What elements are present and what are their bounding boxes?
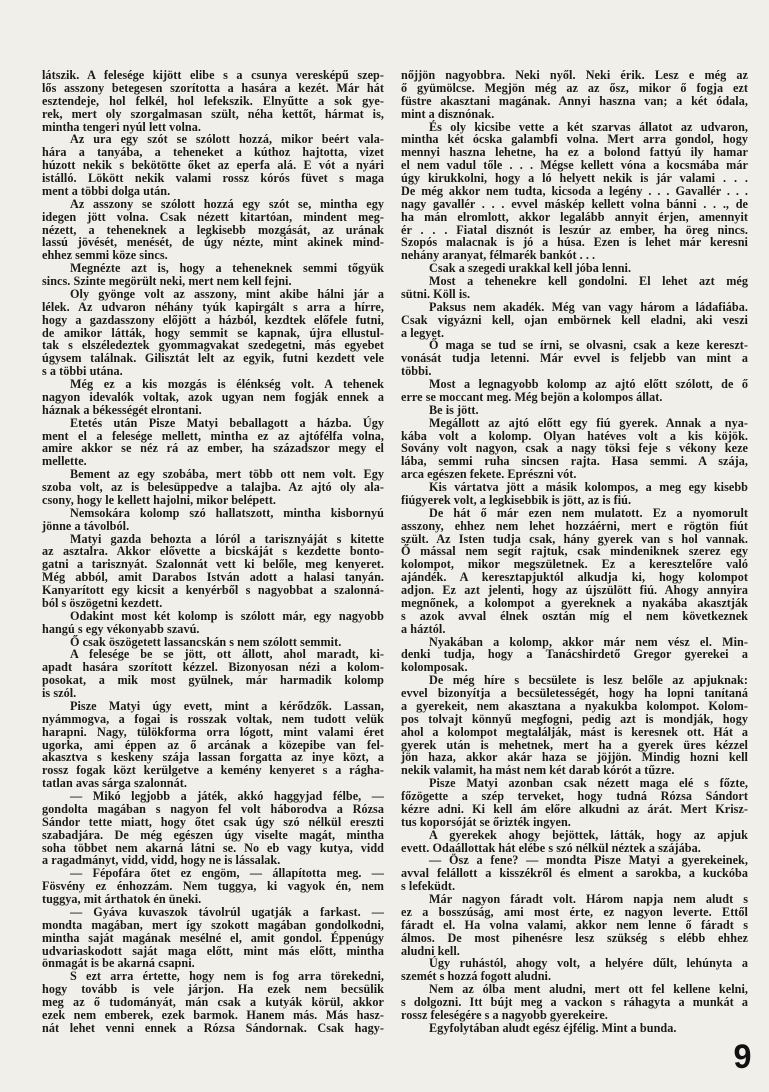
- text-line: esztendeje, hol felkél, hol lefekszik. Elnyűtte a sok gye-: [42, 93, 384, 108]
- text-line: mintha saját magának mesélné el, amit gondol. Éppenúgy: [42, 930, 384, 945]
- text-line: rek, mert oly szorgalmasan szült, néha kettőt, hármat is,: [42, 106, 384, 121]
- paragraph: [42, 262, 384, 288]
- text-line: nyámmogva, a fogai is rosszak voltak, nem tudott velük: [42, 711, 384, 726]
- text-line: S ezt arra értette, hogy nem is fog arra törekedni,: [70, 969, 384, 984]
- text-line: akasztva s keskeny szája lassan forgatta az inye közt, a: [42, 750, 384, 765]
- text-line: megnőnek, a kolompot a gyereknek a nyakába akasztják: [401, 595, 748, 610]
- text-line: pos tolvajt könnyű megfogni, pedig azt is mondják, hogy: [401, 711, 748, 726]
- page-number: 9: [733, 1038, 752, 1076]
- text-line: ő gyümölcse. Megjön még az az ősz, mikor ő fogja ezt: [401, 80, 748, 95]
- text-line: Még abból, amit Darabos István adott a halasi tanyán.: [42, 570, 384, 585]
- text-line: Ő mással nem segít rajtuk, csak mindeniknek szerez egy: [401, 544, 748, 559]
- text-line: szemét s hozzá fogott aludni.: [401, 969, 552, 984]
- text-line: mintha két ócska galambfi volna. Mert arra gondol, hogy: [401, 132, 748, 147]
- text-line: apadt hasára szorított kézzel. Bizonyosan nézi a kolom-: [42, 660, 384, 675]
- text-line: Nemsokára kolomp szó hallatszott, mintha kisbornyú: [70, 505, 384, 520]
- text-line: szült. Az Isten tudja csak, hány gyerek van s hol vannak.: [401, 531, 748, 546]
- text-line: Fösvény ez énhozzám. Nem tuggya, ki vagyok én, nem: [42, 879, 384, 894]
- text-line: Paksus nem akadék. Még van vagy három a ládafiába.: [429, 299, 748, 314]
- text-line: mint a disznónak.: [401, 106, 495, 121]
- text-line: húzott nekik s bekötötte őket az eperfa alá. E vót a nyári: [42, 158, 384, 173]
- paragraph: [42, 69, 384, 133]
- text-line: ha mán elromlott, akkor legalább annyit érjen, amennyit: [401, 209, 748, 224]
- text-line: nagyon idevalók voltak, azok ugyan nem fogják ennek a: [42, 389, 384, 404]
- paragraph: [401, 674, 748, 777]
- paragraph: [401, 481, 748, 507]
- paragraph: [42, 417, 384, 469]
- paragraph: [401, 983, 748, 1022]
- paragraph: [401, 829, 748, 855]
- paragraph: [42, 198, 384, 262]
- paragraph: [42, 133, 384, 197]
- text-line: Be is jött.: [429, 402, 479, 417]
- text-line: Már nagyon fáradt volt. Három napja nem aludt s: [429, 892, 748, 906]
- text-line: ehhez semmi köze sincs.: [42, 248, 168, 263]
- paragraph: [42, 970, 384, 1034]
- text-line: Most a tehenekre kell gondolni. El lehet azt még: [429, 274, 748, 288]
- text-line: denki tudja, hogy a Tanácshirdető Gregor gyerekei a: [401, 647, 748, 662]
- text-line: meg az ő tudományát, mán csak a kutyák körül, akkor: [42, 995, 384, 1009]
- text-line: ahol a kolompot megtalálják, mást is keresnek ott. Hát a: [401, 724, 748, 739]
- paragraph: [401, 417, 748, 481]
- text-line: Bement az egy szobába, mert több ott nem volt. Egy: [70, 467, 384, 482]
- text-line: Csak vigyázni kell, ojan embörnek kell eladni, aki veszi: [401, 312, 748, 327]
- text-line: látszik. A felesége kijött elibe s a csunya veresképű szep-: [42, 68, 384, 82]
- text-line: s azok avval élnek osztán míg el nem következnek: [401, 608, 748, 623]
- text-line: füstre akasztani magának. Annyi haszna van; a két ódala,: [401, 93, 748, 108]
- text-line: mennyi haszna lehetne, ha ez a bolond fattyú ily hamar: [401, 145, 748, 160]
- text-line: Etetés után Pisze Matyi beballagott a házba. Úgy: [70, 415, 384, 430]
- text-line: tus koporsóját se őrizték ingyen.: [401, 814, 571, 829]
- text-line: amire akkor se néz rá az ember, ha századszor megy el: [42, 441, 384, 456]
- text-line: kába volt a kolomp. Olyan hatéves volt a kis köjök.: [401, 428, 748, 443]
- text-line: a gyerekeit, nem akasztana a nyakukba kolompot. Kolom-: [401, 698, 748, 713]
- paragraph: [42, 700, 384, 790]
- paragraph: [42, 867, 384, 906]
- text-line: is szól.: [42, 686, 77, 700]
- text-line: nagy gavallér . . . evvel máskép kellett volna bánni . . ., de: [401, 196, 748, 211]
- paragraph: [42, 610, 384, 636]
- text-line: Most a legnagyobb kolomp az ajtó előtt szólott, de ő: [429, 377, 748, 391]
- text-line: lassú jövését, menését, de úgy nézte, mint akinek mind-: [42, 235, 384, 250]
- paragraph: [401, 507, 748, 636]
- text-line: el nem vadul tőle . . . Mégse kellett vóna a kocsmába már: [401, 158, 748, 173]
- text-line: De még akkor nem tudta, kicsoda a legény . . . Gavallér . . .: [401, 183, 748, 198]
- text-line: mellette.: [42, 454, 87, 469]
- text-line: soha többet nem akarná látni se. No eb vagy kutya, vidd: [42, 840, 384, 855]
- text-line: jönne a távolból.: [42, 518, 130, 533]
- text-line: Úgy ruhástól, ahogy volt, a helyére dűlt, lehúnyta a: [429, 956, 748, 971]
- text-line: mintha tengeri nyúl lett volna.: [42, 119, 201, 134]
- paragraph: [401, 854, 748, 893]
- paragraph: [401, 1022, 748, 1035]
- text-line: Oly gyönge volt az asszony, mint akibe hálni jár a: [70, 286, 384, 301]
- text-line: háznak a békességét elrontani.: [42, 402, 202, 417]
- text-line: sincs. Szinte megörült neki, mert nem kell fejni.: [42, 274, 292, 288]
- text-line: úgy kirukkolni, hogy a ló helyett nekik is jár valami . . .: [401, 171, 748, 185]
- paragraph: [401, 404, 748, 417]
- text-line: a ragadmányt, vidd, vidd, hogy ne is lássalak.: [42, 853, 281, 868]
- text-line: a legyet.: [401, 325, 445, 340]
- text-line: Odakint most két kolomp is szólott már, egy nagyobb: [70, 608, 384, 623]
- text-line: Még ez a kis mozgás is élénkség volt. A tehenek: [70, 377, 384, 391]
- text-line: nát lehet venni ennek a Rózsa Sándornak. Csak hagy-: [42, 1020, 384, 1035]
- text-line: Sovány volt nagyon, csak a nagy töksi feje s vékony keze: [401, 441, 748, 456]
- text-line: De hát ő már ezen nem mulatott. Ez a nyomorult: [429, 505, 748, 520]
- text-line: úgysem találnak. Gilisztát lelt az egyik, futni kezdett vele: [42, 351, 384, 366]
- paragraph: [401, 636, 748, 675]
- text-line: lélek. Az udvaron néhány tyúk kapirgált s arra a hírre,: [42, 299, 384, 314]
- paragraph: [42, 906, 384, 970]
- paragraph: [401, 957, 748, 983]
- text-line: Matyi gazda behozta a lóról a tarisznyáját s kitette: [70, 531, 384, 546]
- text-line: lős asszony betegesen szorította a hasára a kezét. Már hát: [42, 80, 384, 95]
- paragraph: [401, 378, 748, 404]
- text-line: ajándék. A keresztapjuktól alkudja ki, hogy kolompot: [401, 570, 748, 585]
- text-line: Megállott az ajtó előtt egy fiú gyerek. Annak a nya-: [429, 415, 748, 430]
- text-line: s lefeküdt.: [401, 879, 456, 894]
- paragraph: [401, 121, 748, 263]
- text-line: asszony, ehhez nem lehet hozzáérni, mert e rögtön fiút: [401, 518, 748, 533]
- text-line: posokat, a mik most gyülnek, már harmadik kolomp: [42, 673, 384, 688]
- paragraph: [401, 275, 748, 301]
- text-line: Pisze Matyi úgy evett, mint a kérődzők. Lassan,: [70, 698, 384, 713]
- text-line: kolomposak.: [401, 660, 468, 675]
- text-line: Ő csak öszögetett lassancskán s nem szólott semmit.: [70, 634, 342, 649]
- text-line: evett. Odaállottak hát elébe s szó nélkül néztek a szájába.: [401, 840, 701, 855]
- text-line: Az asszony se szólott hozzá egy szót se, mintha egy: [70, 196, 384, 211]
- paragraph: [401, 301, 748, 340]
- text-line: gondolta magában s nagyon fel volt háborodva a Rózsa: [42, 801, 384, 816]
- text-line: — Ösz a fene? — mondta Pisze Matyi a gyerekeinek,: [429, 853, 748, 868]
- text-line: — Gyáva kuvaszok távolrúl ugatják a farkast. —: [70, 904, 384, 919]
- text-line: hára a tanyába, a teheneket a kúthoz hajtotta, vizet: [42, 145, 384, 160]
- text-line: gyerek után is mehetnek, mert ha a gyerek üres kézzel: [401, 737, 748, 752]
- text-line: a háztól.: [401, 621, 446, 636]
- text-line: harapni. Nagy, tülökforma orra lógott, mint valami éret: [42, 724, 384, 739]
- text-line: Kis vártatva jött a másik kolompos, a meg egy kisebb: [429, 480, 748, 494]
- text-line: ugorka, ami éppen az ő arcának a közepibe van fel-: [42, 737, 384, 752]
- text-line: idegen jött volna. Csak nézett kitartóan, mindent meg-: [42, 209, 384, 224]
- paragraph: [401, 69, 748, 121]
- text-line: evvel bizonyítja a becsületességét, hogy ha lopni tanítaná: [401, 686, 748, 700]
- text-line: ezek nem emberek, ezek barmok. Hanem más. Más hasz-: [42, 1007, 384, 1022]
- text-line: ment el a felesége mellett, mintha ez az ajtófélfa volna,: [42, 428, 384, 443]
- text-line: az asztalra. Akkor elővette a bicskáját s kezdette bonto-: [42, 544, 384, 559]
- text-line: ér . . . Fiatal disznót is leszúr az ember, ha öreg nincs.: [401, 222, 748, 237]
- text-line: Szopós malacnak is jó a húsa. Ezen is lehet már keresni: [401, 235, 748, 250]
- text-line: s dolgozni. Itt bújt meg a vackon s ráhagyta a munkát a: [401, 995, 748, 1009]
- text-line: fiúgyerek volt, a legkisebbik is jött, az is fiú.: [401, 492, 632, 507]
- text-line: udvariaskodott saját maga előtt, mint más előtt, mintha: [42, 943, 384, 958]
- text-line: A gyerekek ahogy bejöttek, látták, hogy az apjuk: [429, 827, 748, 842]
- text-line: de amikor látták, hogy semmit se kapnak, újra ellustul-: [42, 325, 384, 340]
- text-line: álmos. De most pihenésre lesz szükség s elébb ehhez: [401, 930, 748, 945]
- text-line: De még híre s becsülete is lesz belőle az apjuknak:: [429, 673, 748, 688]
- text-line: Az ura egy szót se szólott hozzá, mikor beért vala-: [70, 132, 384, 147]
- paragraph: [401, 777, 748, 829]
- text-line: rossz fogak közt kerülgetve a kemény kenyeret s a rágha-: [42, 763, 384, 778]
- text-line: Nyakában a kolomp, akkor már nem vész el. Min-: [429, 634, 748, 649]
- text-line: nőjjön nagyobbra. Neki nyől. Neki érik. Lesz e még az: [401, 68, 748, 82]
- text-line: Csak a szegedi urakkal kell jóba lenni.: [429, 261, 632, 276]
- text-line: aludni kell.: [401, 943, 460, 958]
- text-line: Nem az ólba ment aludni, mert ott fel kellene kelni,: [429, 982, 748, 997]
- text-line: gatni a tarisznyát. Szalonnát vett ki belőle, meg kenyeret.: [42, 557, 384, 572]
- paragraph: [42, 790, 384, 867]
- text-line: tuggya, mit árthatok én üneki.: [42, 892, 202, 906]
- paragraph: [42, 468, 384, 507]
- text-line: fáradt el. Ha volna valami, akkor nem lenne ő fáradt s: [401, 917, 748, 932]
- paragraph: [42, 507, 384, 533]
- paragraph: [42, 648, 384, 700]
- text-line: önmagát is be akarná csapni.: [42, 956, 195, 971]
- text-line: hogy tovább is vele járjon. Ha ezek nem becsülik: [42, 982, 384, 997]
- text-line: Sándor tette miatt, hogy őtet csak úgy szó nélkül ereszti: [42, 814, 384, 829]
- paragraph: [401, 893, 748, 957]
- text-line: Egyfolytában aludt egész éjfélig. Mint a bunda.: [429, 1020, 677, 1035]
- text-line: mondta magában, mert így szokott magában gondolkodni,: [42, 917, 384, 932]
- text-line: Pisze Matyi azonban csak nézett maga elé s főzte,: [429, 776, 748, 791]
- text-line: nézett, a teheneknek a legkisebb mozgását, az urának: [42, 222, 384, 237]
- text-line: ment a többi dolga után.: [42, 183, 171, 198]
- text-line: — Fépofára őtet ez engöm, — állapította meg. —: [70, 866, 384, 881]
- paragraph: [42, 533, 384, 610]
- text-line: — Mikó legjobb a játék, akkó haggyjad félbe, —: [70, 789, 384, 803]
- paragraph: [401, 339, 748, 378]
- text-line: lába, semmi ruha sincsen rajta. Hasa semmi. A szája,: [401, 454, 748, 469]
- text-line: ez a bosszúság, ami most érte, ez nagyon leverte. Ettől: [401, 904, 748, 919]
- text-line: Ő maga se tud se írni, se olvasni, csak a keze kereszt-: [429, 338, 748, 353]
- text-line: adjon. Ez azt jelenti, hogy az újszülött fiú. Ahogy annyira: [401, 583, 748, 597]
- text-line: kézre adni. Ki kell ám előre alkudni az árát. Mert Krisz-: [401, 801, 748, 816]
- text-line: hangú s egy vékonyabb szavú.: [42, 621, 200, 636]
- text-line: nekik valamit, ha mást nem két darab kórót a tűzre.: [401, 763, 675, 778]
- text-line: s a többi utána.: [42, 364, 123, 379]
- text-line: jön haza, akkor akár haza se jöjjön. Mindig hozni kell: [401, 750, 748, 765]
- text-line: tatlan avas sárga szalonnát.: [42, 776, 187, 791]
- text-line: Kanyarított egy kicsit a kenyérből s nagyobbat a szalonná-: [42, 583, 384, 597]
- paragraph: [42, 378, 384, 417]
- text-line: főzögette a szép terveket, hogy tudná Rózsa Sándort: [401, 789, 748, 803]
- text-line: többi.: [401, 364, 432, 379]
- text-line: És oly kicsibe vette a két szarvas állatot az udvaron,: [429, 119, 748, 134]
- text-line: Megnézte azt is, hogy a teheneknek semmi tőgyük: [70, 261, 384, 276]
- text-line: csony, hogy le kellett hajolni, mikor belépett.: [42, 492, 277, 507]
- text-column-right: [401, 69, 748, 1035]
- text-column-left: [42, 69, 384, 1035]
- text-line: istálló. Lökött nekik valami rossz kórós füvet s maga: [42, 171, 384, 185]
- text-line: ból s öszögetni kezdett.: [42, 595, 163, 610]
- text-line: szoba volt, az is belesüppedve a talajba. Az ajtó oly ala-: [42, 480, 384, 494]
- text-line: erre se moccant meg. Még bejön a kolompos állat.: [401, 389, 663, 404]
- text-line: nehány aranyat, félmarék bankót . . .: [401, 248, 596, 263]
- text-line: hogy a gazdasszony előjött a házból, kezdtek előfele futni,: [42, 312, 384, 327]
- text-line: kolompot, mikor megszületnek. Ez a keresztelőre való: [401, 557, 748, 572]
- paragraph: [42, 288, 384, 378]
- text-line: arca egészen fekete. Eprészni vót.: [401, 467, 577, 482]
- text-line: vonását tudja letenni. Már evvel is feljebb van mint a: [401, 351, 748, 366]
- text-line: tak s elszéledeztek gyommagvakat szedegetni, más egyebet: [42, 338, 384, 353]
- text-line: szabadjára. De még egészen úgy viselte magát, mintha: [42, 827, 384, 842]
- text-line: A felesége be se jött, ott állott, ahol maradt, ki-: [70, 647, 384, 662]
- text-line: avval felállott a kisszékről és elment a sarokba, a kuckóba: [401, 866, 748, 881]
- text-line: sütni. Köll is.: [401, 286, 471, 301]
- text-line: rossz feleségére s a nagyobb gyerekeire.: [401, 1007, 608, 1022]
